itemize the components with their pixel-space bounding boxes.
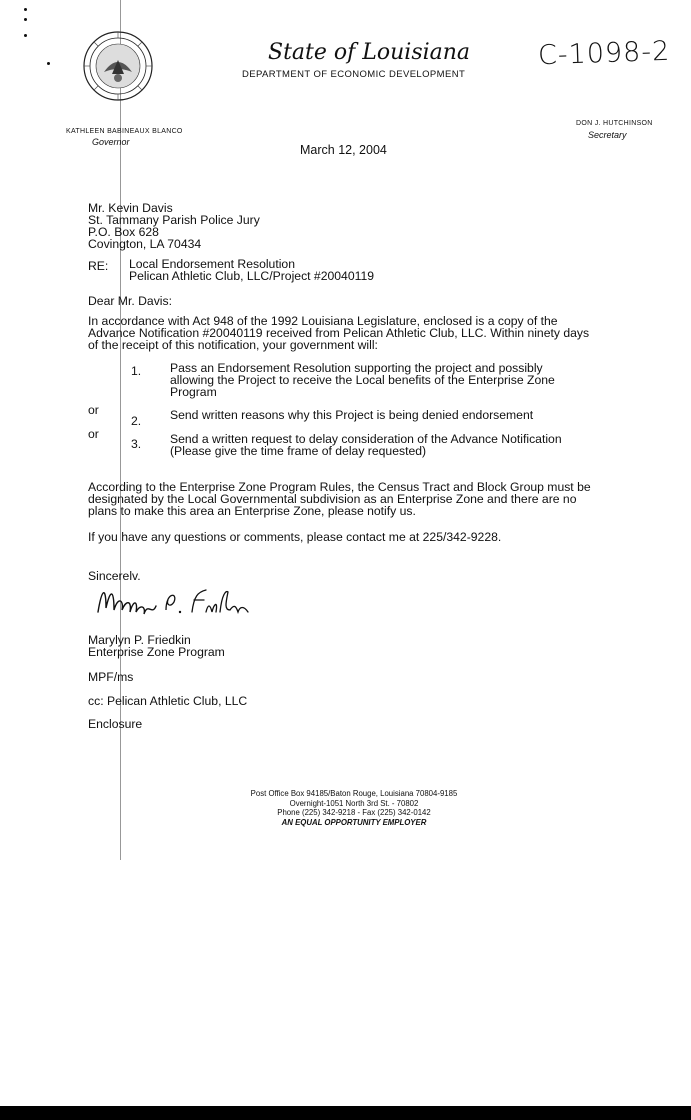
scan-speck <box>24 34 27 37</box>
or-label: or <box>88 403 99 417</box>
recipient-address <box>88 202 260 250</box>
item-number: 2. <box>131 414 142 428</box>
signer-program: Enterprise Zone Program <box>88 645 225 659</box>
signature-image <box>94 582 254 622</box>
letter-date: March 12, 2004 <box>300 143 387 157</box>
footer-eeo: AN EQUAL OPPORTUNITY EMPLOYER <box>281 817 427 827</box>
recipient-line: St. Tammany Parish Police Jury <box>88 213 260 227</box>
item-line: (Please give the time frame of delay requested) <box>170 444 427 458</box>
scan-speck <box>24 8 27 11</box>
footer-line: Overnight-1051 North 3rd St. - 70802 <box>289 798 419 808</box>
governor-title: Governor <box>92 137 130 147</box>
recipient-line: Covington, LA 70434 <box>88 237 202 251</box>
secretary-title: Secretary <box>588 130 627 140</box>
re-line: Local Endorsement Resolution <box>129 257 295 271</box>
re-line: Pelican Athletic Club, LLC/Project #20040119 <box>129 269 375 283</box>
enclosure-line: Enclosure <box>88 717 143 731</box>
item-line: allowing the Project to receive the Local benefits of the Enterprise Zone <box>170 373 555 387</box>
contact-line: If you have any questions or comments, please contact me at 225/342-9228. <box>88 530 502 544</box>
scan-speck <box>47 62 50 65</box>
item-number: 3. <box>131 437 142 451</box>
letterhead-state: State of Louisiana <box>268 40 471 65</box>
recipient-line: P.O. Box 628 <box>88 225 159 239</box>
item-line: Send written reasons why this Project is being denied endorsement <box>170 408 534 422</box>
rules-paragraph <box>88 481 591 517</box>
item-text <box>170 409 533 421</box>
item-line: Pass an Endorsement Resolution supporting the project and possibly <box>170 361 543 375</box>
signer-name: Marylyn P. Friedkin <box>88 633 191 647</box>
item-line: Program <box>170 385 217 399</box>
rules-line: designated by the Local Governmental subdivision as an Enterprise Zone and there are no <box>88 492 577 506</box>
scan-speck <box>24 18 27 21</box>
item-text <box>170 433 562 457</box>
initials: MPF/ms <box>88 670 134 684</box>
footer-line: Phone (225) 342-9218 - Fax (225) 342-0142 <box>277 808 431 817</box>
item-text <box>170 362 555 398</box>
footer <box>234 789 474 827</box>
letterhead-department: DEPARTMENT OF ECONOMIC DEVELOPMENT <box>242 69 466 80</box>
footer-line: Post Office Box 94185/Baton Rouge, Louisiana 70804-9185 <box>250 789 458 798</box>
item-line: Send a written request to delay consideration of the Advance Notification <box>170 432 562 446</box>
intro-paragraph <box>88 315 589 351</box>
signer-block <box>88 634 225 658</box>
or-label: or <box>88 427 99 441</box>
item-number: 1. <box>131 364 142 378</box>
cc-line: cc: Pelican Athletic Club, LLC <box>88 694 248 708</box>
re-label: RE: <box>88 259 109 273</box>
scan-bottom-border <box>0 1106 691 1120</box>
seal-icon <box>82 30 154 102</box>
handwritten-reference: C-1098-2 <box>537 35 671 72</box>
rules-line: According to the Enterprise Zone Program Rules, the Census Tract and Block Group must be <box>88 480 591 494</box>
governor-name: KATHLEEN BABINEAUX BLANCO <box>66 128 183 135</box>
secretary-name: DON J. HUTCHINSON <box>576 120 653 127</box>
re-subject <box>129 258 374 282</box>
intro-line: of the receipt of this notification, your government will: <box>88 338 378 352</box>
closing: Sincerelv. <box>88 569 141 583</box>
intro-line: In accordance with Act 948 of the 1992 Louisiana Legislature, enclosed is a copy of the <box>88 314 558 328</box>
recipient-line: Mr. Kevin Davis <box>88 201 173 215</box>
rules-line: plans to make this area an Enterprise Zone, please notify us. <box>88 504 416 518</box>
salutation: Dear Mr. Davis: <box>88 294 172 308</box>
intro-line: Advance Notification #20040119 received from Pelican Athletic Club, LLC. Within ninety days <box>88 326 590 340</box>
